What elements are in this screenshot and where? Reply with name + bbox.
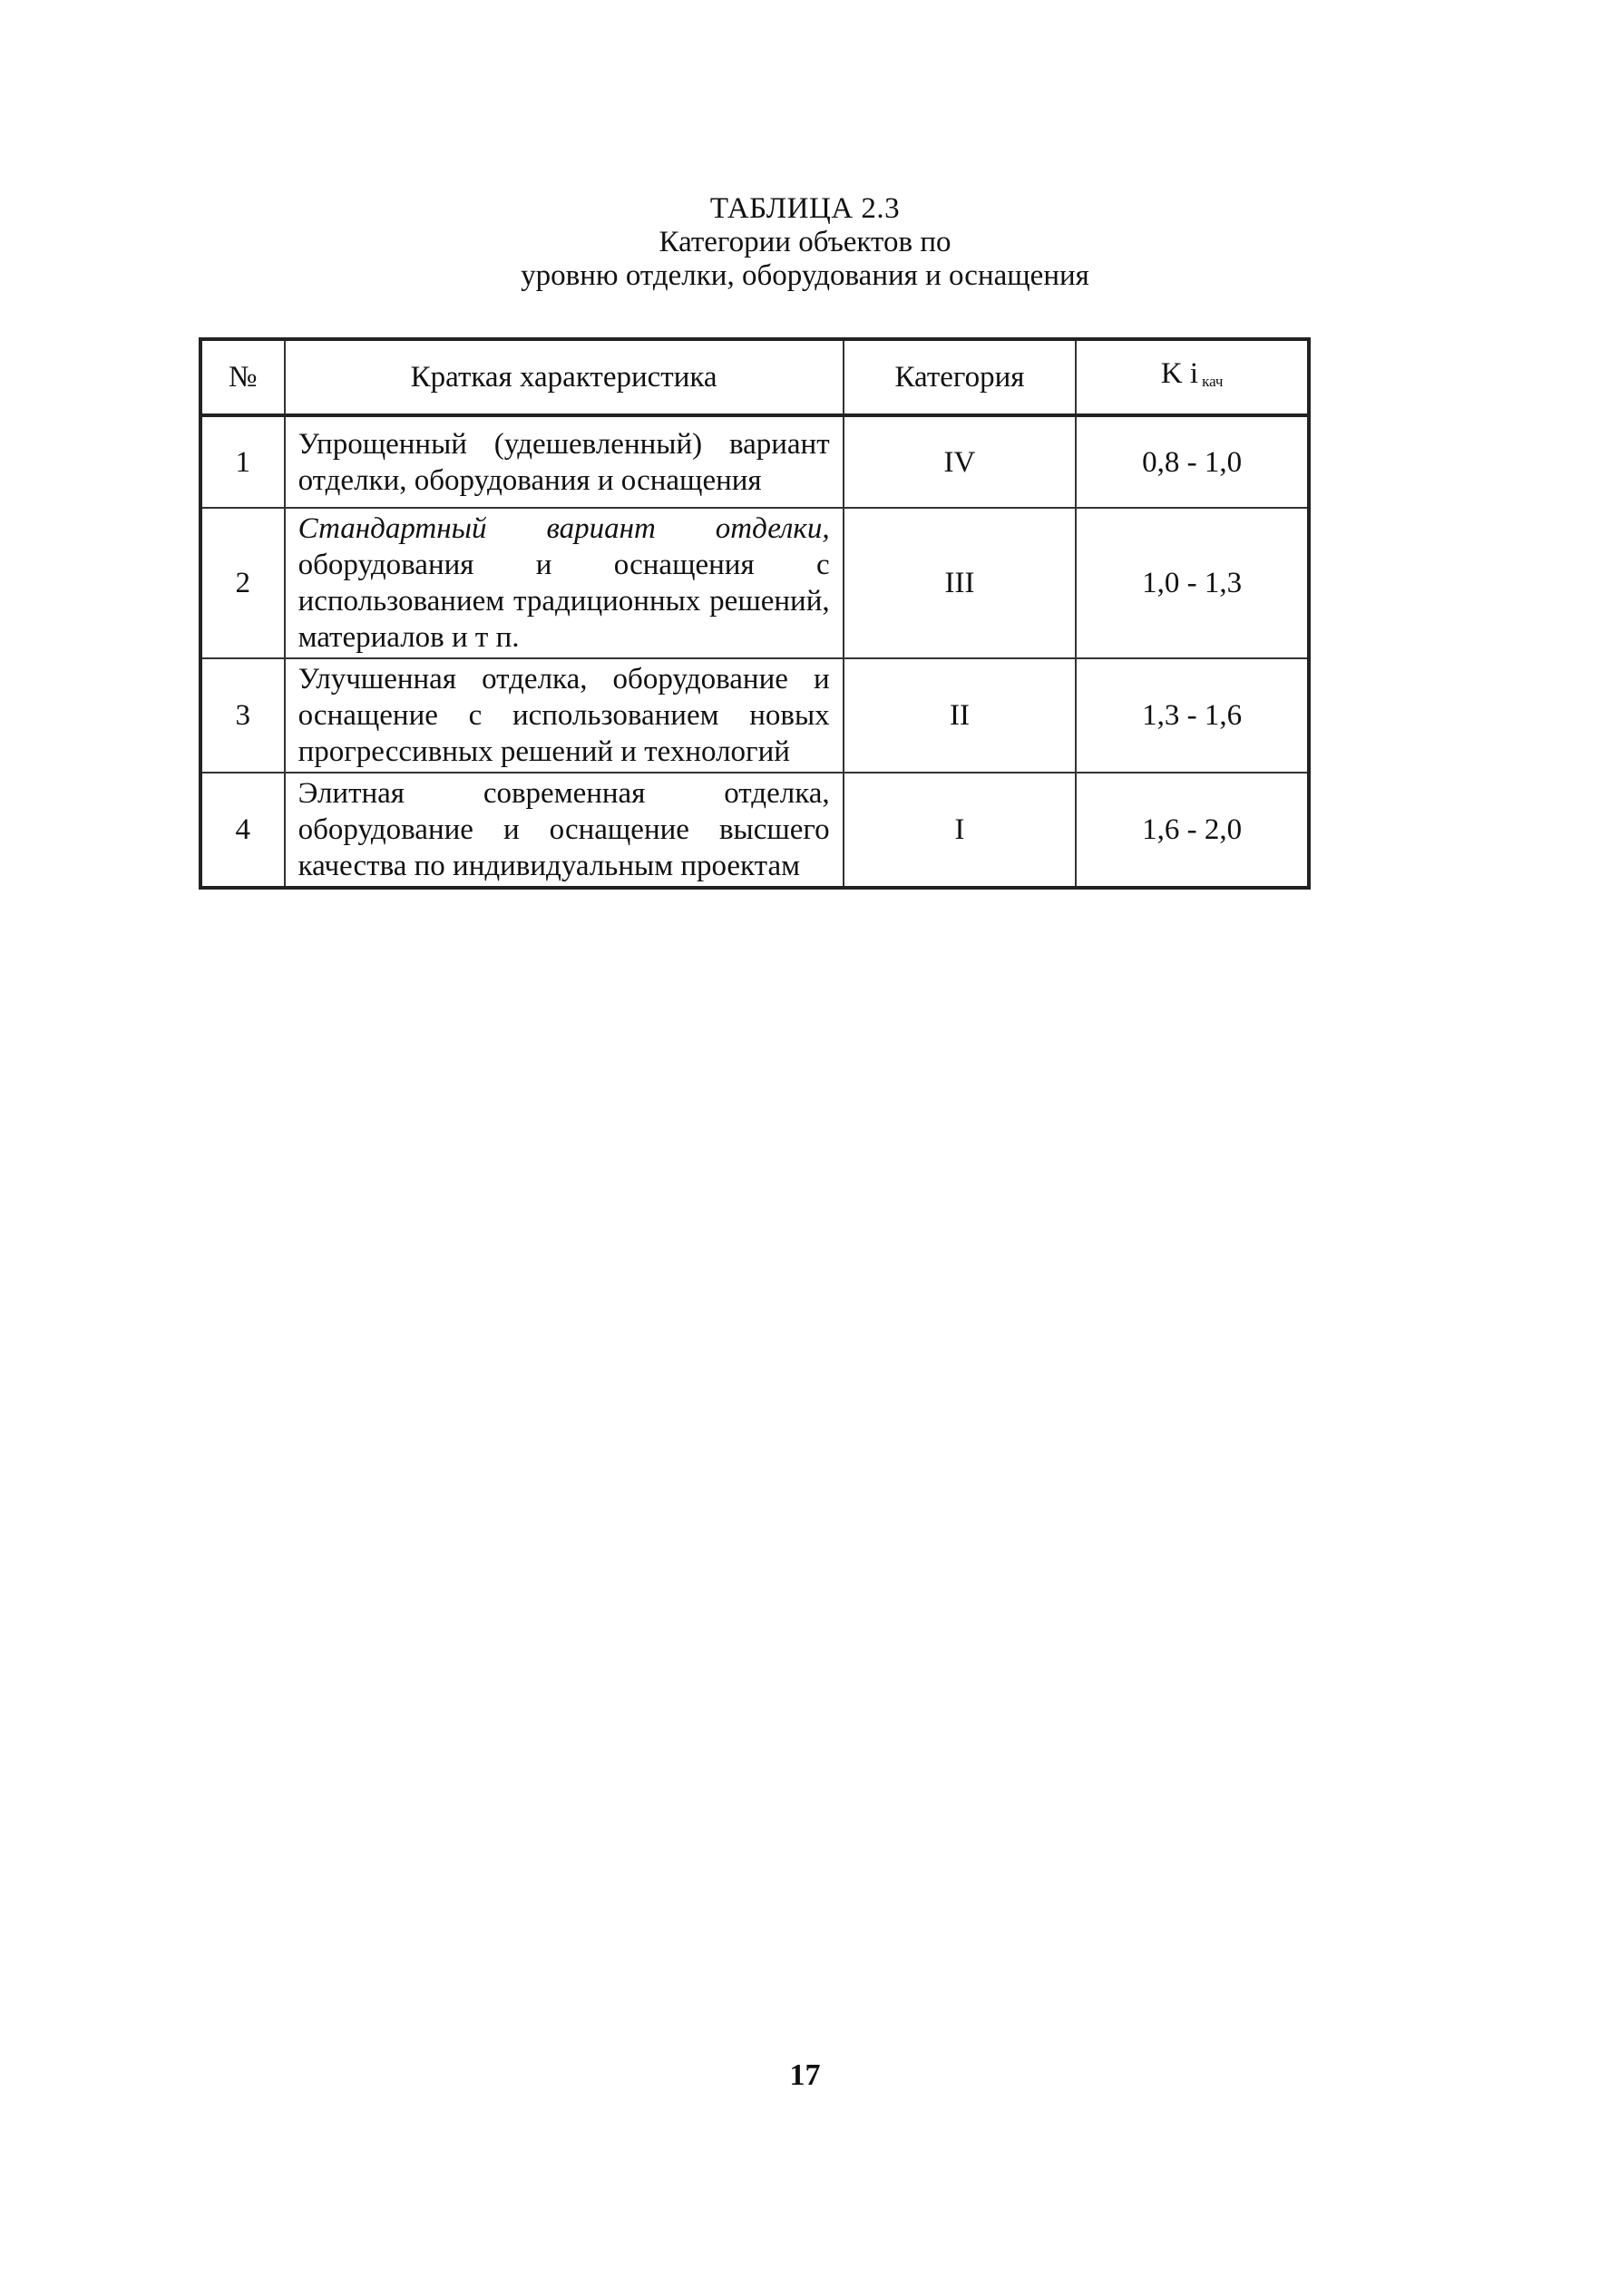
table-caption-line1: Категории объектов по	[659, 226, 951, 258]
row-number: 3	[200, 658, 285, 773]
row-coefficient: 1,3 - 1,6	[1076, 658, 1309, 773]
row-category: IV	[844, 415, 1077, 508]
row-description	[285, 508, 844, 658]
row-description-italic: Стандартный вариант отделки,	[298, 512, 830, 545]
categories-table	[199, 337, 1311, 890]
header-description: Краткая характеристика	[285, 339, 844, 415]
table-row	[200, 415, 1309, 508]
row-description-rest: оборудования и оснащения с использованием традиционных решений, материалов и т п.	[298, 549, 830, 654]
table-label: ТАБЛИЦА 2.3	[709, 192, 901, 225]
header-coefficient	[1076, 339, 1309, 415]
header-number: №	[200, 339, 285, 415]
row-number: 2	[200, 508, 285, 658]
row-description: Элитная современная отделка, оборудование и оснащение высшего качества по индивидуальным проектам	[285, 773, 844, 888]
header-category: Категория	[844, 339, 1077, 415]
row-category: III	[844, 508, 1077, 658]
header-coefficient-subscript: кач	[1202, 372, 1224, 390]
table-caption-line2: уровню отделки, оборудования и оснащения	[521, 259, 1089, 292]
row-coefficient: 0,8 - 1,0	[1076, 415, 1309, 508]
row-category: I	[844, 773, 1077, 888]
page-number: 17	[789, 2058, 821, 2092]
table-row	[200, 773, 1309, 888]
table-row	[200, 508, 1309, 658]
row-coefficient: 1,0 - 1,3	[1076, 508, 1309, 658]
row-number: 1	[200, 415, 285, 508]
header-row	[200, 339, 1309, 415]
table-heading	[0, 192, 1610, 293]
row-description: Упрощенный (удешевленный) вариант отделки, оборудования и оснащения	[285, 415, 844, 508]
table-row	[200, 658, 1309, 773]
row-description: Улучшенная отделка, оборудование и оснащение с использованием новых прогрессивных решений и технологий	[285, 658, 844, 773]
row-category: II	[844, 658, 1077, 773]
header-coefficient-main: K i	[1160, 356, 1199, 390]
row-coefficient: 1,6 - 2,0	[1076, 773, 1309, 888]
row-number: 4	[200, 773, 285, 888]
